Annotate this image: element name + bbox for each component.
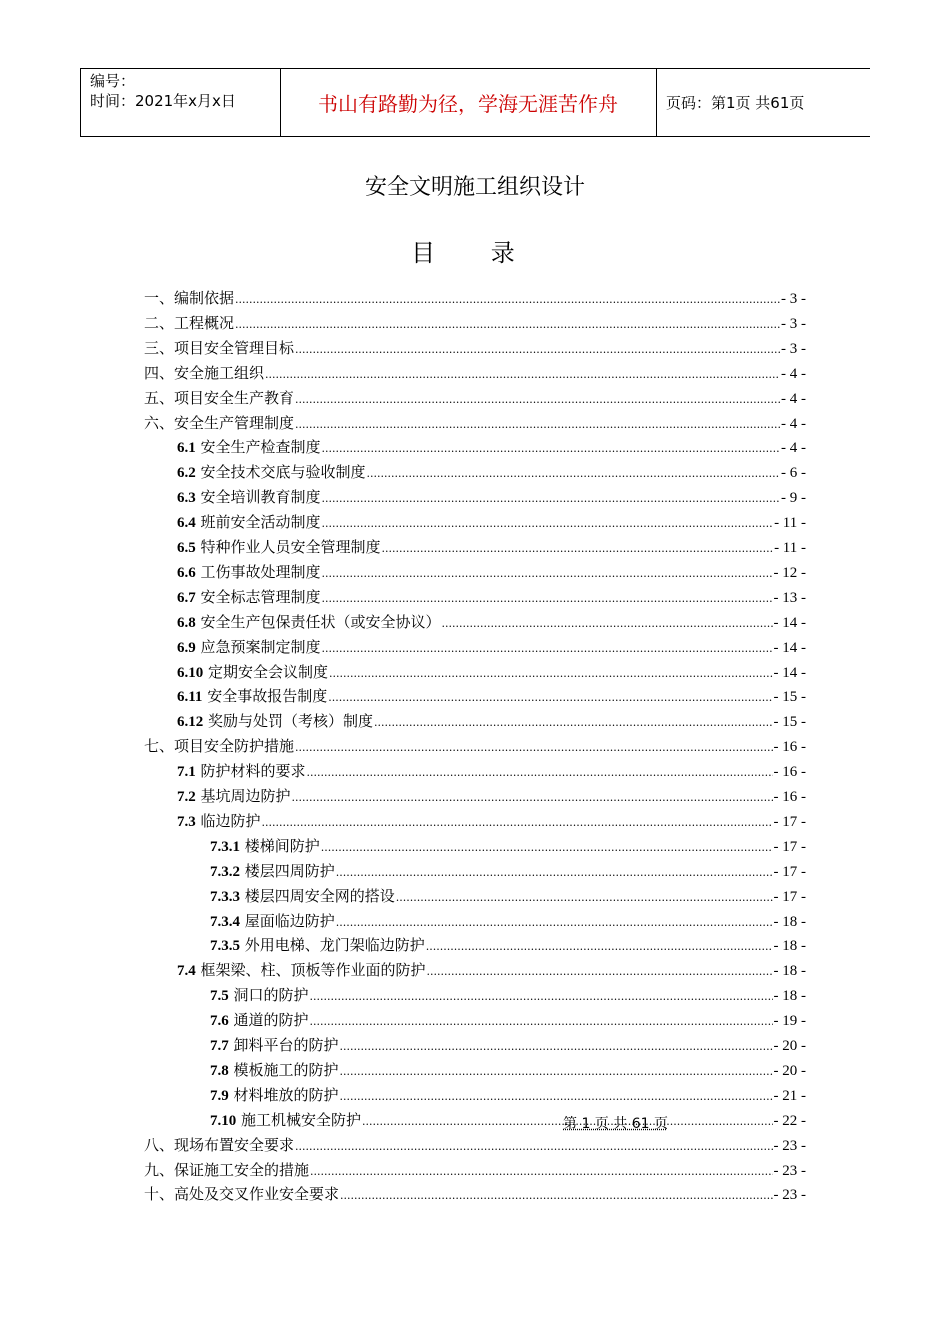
toc-entry-label bbox=[177, 785, 291, 806]
toc-entry-page: - 4 - bbox=[781, 390, 806, 407]
toc-entry[interactable] bbox=[177, 810, 806, 835]
toc-leader-dots bbox=[295, 741, 772, 754]
toc-leader-dots bbox=[426, 940, 773, 953]
toc-entry-text: 防护材料的要求 bbox=[195, 762, 306, 781]
toc-entry-text: 通道的防护 bbox=[228, 1011, 309, 1030]
toc-leader-dots bbox=[295, 418, 780, 431]
toc-entry-number: 7.8 bbox=[210, 1062, 229, 1079]
toc-entry-page: - 18 - bbox=[773, 913, 806, 930]
toc-leader-dots bbox=[322, 642, 773, 655]
toc-entry[interactable] bbox=[177, 511, 806, 536]
toc-leader-dots bbox=[340, 1090, 773, 1103]
toc-entry-page: - 18 - bbox=[773, 988, 806, 1005]
toc-entry-number: 7.10 bbox=[210, 1112, 237, 1129]
toc-entry-number: 7.6 bbox=[210, 1013, 229, 1030]
toc-entry-text: 楼层四周安全网的搭设 bbox=[240, 886, 395, 905]
toc-leader-dots bbox=[340, 1040, 773, 1053]
toc-entry-page: - 18 - bbox=[773, 963, 806, 980]
toc-entry[interactable] bbox=[144, 1134, 806, 1159]
toc-entry-label bbox=[144, 337, 294, 358]
toc-leader-dots bbox=[310, 1165, 772, 1178]
toc-entry-number: 7.3.4 bbox=[210, 913, 240, 930]
toc-entry-label bbox=[144, 362, 264, 383]
toc-entry[interactable] bbox=[177, 959, 806, 984]
toc-entry-page: - 9 - bbox=[781, 490, 806, 507]
toc-entry-number: 7.3.2 bbox=[210, 863, 240, 880]
toc-entry-number: 7.3.5 bbox=[210, 938, 240, 955]
toc-entry[interactable] bbox=[210, 910, 806, 935]
toc-entry-label bbox=[177, 436, 321, 457]
toc-entry-text: 奖励与处罚（考核）制度 bbox=[203, 712, 374, 731]
toc-leader-dots bbox=[235, 293, 780, 306]
toc-entry-text: 安全生产包保责任状（或安全协议） bbox=[195, 612, 441, 631]
toc-entry-label bbox=[177, 486, 321, 507]
toc-entry-label bbox=[210, 1109, 361, 1130]
toc-entry-page: - 20 - bbox=[773, 1062, 806, 1079]
toc-entry-label bbox=[210, 1034, 339, 1055]
toc-entry-number: 6.10 bbox=[177, 664, 204, 681]
toc-entry[interactable] bbox=[177, 486, 806, 511]
toc-entry-number: 6.1 bbox=[177, 440, 196, 457]
toc-entry-page: - 15 - bbox=[773, 689, 806, 706]
toc-entry-label bbox=[177, 685, 327, 706]
toc-entry-text: 班前安全活动制度 bbox=[195, 513, 321, 532]
toc-entry-page: - 16 - bbox=[773, 739, 806, 756]
toc-entry[interactable] bbox=[144, 1183, 806, 1208]
toc-entry-text: 基坑周边防护 bbox=[195, 787, 291, 805]
toc-entry-text: 二、工程概况 bbox=[144, 313, 235, 332]
toc-entry[interactable] bbox=[177, 536, 806, 561]
toc-entry-text: 楼梯间防护 bbox=[240, 836, 320, 855]
toc-entry-label bbox=[144, 735, 294, 756]
toc-entry-number: 7.2 bbox=[177, 789, 196, 805]
toc-entry[interactable] bbox=[144, 1159, 806, 1184]
toc-entry-page: - 16 - bbox=[773, 789, 806, 805]
toc-entry-number: 6.12 bbox=[177, 714, 204, 731]
toc-entry-page: - 23 - bbox=[773, 1187, 806, 1204]
toc-entry[interactable] bbox=[210, 984, 806, 1009]
toc-entry-label bbox=[177, 636, 321, 657]
toc-entry-label bbox=[210, 1059, 339, 1080]
toc-entry-label bbox=[210, 934, 425, 955]
toc-leader-dots bbox=[382, 542, 774, 555]
toc-entry-page: - 18 - bbox=[773, 938, 806, 955]
toc-entry[interactable] bbox=[144, 387, 806, 412]
toc-entry-text: 安全事故报告制度 bbox=[202, 687, 328, 706]
toc-entry-label bbox=[177, 810, 261, 831]
toc-leader-dots bbox=[235, 318, 780, 331]
toc-leader-dots bbox=[295, 393, 780, 406]
toc-entry-text: 洞口的防护 bbox=[228, 986, 309, 1005]
toc-leader-dots bbox=[367, 467, 780, 480]
toc-entry-label bbox=[144, 1183, 339, 1204]
toc-entry-label bbox=[177, 959, 426, 980]
toc-leader-dots bbox=[265, 368, 780, 381]
toc-entry-text: 十、高处及交叉作业安全要求 bbox=[144, 1185, 340, 1204]
toc-entry[interactable] bbox=[210, 860, 806, 885]
toc-entry[interactable] bbox=[144, 362, 806, 387]
toc-leader-dots bbox=[396, 891, 773, 904]
toc-entry-label bbox=[210, 984, 309, 1005]
toc-entry-number: 7.3 bbox=[177, 813, 196, 830]
toc-entry[interactable] bbox=[210, 1059, 806, 1084]
toc-leader-dots bbox=[336, 916, 773, 929]
toc-entry-page: - 15 - bbox=[773, 714, 806, 731]
toc-entry-page: - 23 - bbox=[773, 1137, 806, 1154]
toc-entry-page: - 4 - bbox=[781, 365, 806, 382]
toc-entry[interactable] bbox=[144, 287, 806, 312]
toc-entry-number: 6.11 bbox=[177, 689, 203, 706]
toc-entry-text: 六、安全生产管理制度 bbox=[144, 413, 295, 432]
toc-entry-text: 外用电梯、龙门架临边防护 bbox=[240, 936, 425, 955]
page-footer: 第 1 页 共 61 页 bbox=[563, 1116, 668, 1132]
toc-leader-dots bbox=[307, 766, 773, 779]
toc-entry-number: 7.3.3 bbox=[210, 888, 240, 905]
toc-entry-page: - 3 - bbox=[781, 315, 806, 332]
toc-entry[interactable] bbox=[177, 561, 806, 586]
toc-entry-text: 三、项目安全管理目标 bbox=[144, 338, 295, 357]
toc-entry-number: 6.5 bbox=[177, 540, 196, 556]
toc-entry-text: 卸料平台的防护 bbox=[228, 1036, 339, 1054]
toc-leader-dots bbox=[328, 691, 772, 704]
toc-entry-label bbox=[177, 710, 373, 731]
toc-entry[interactable] bbox=[210, 1109, 806, 1134]
toc-entry-label bbox=[177, 611, 441, 632]
toc-entry-label bbox=[144, 412, 294, 433]
toc-entry-text: 模板施工的防护 bbox=[228, 1060, 339, 1079]
toc-entry-page: - 4 - bbox=[781, 440, 806, 457]
toc-entry-label bbox=[210, 1084, 339, 1105]
toc-entry-text: 安全培训教育制度 bbox=[195, 488, 321, 507]
toc-entry-label bbox=[210, 860, 335, 881]
toc-entry-text: 定期安全会议制度 bbox=[203, 662, 329, 681]
toc-entry-label bbox=[210, 835, 320, 856]
toc-entry-number: 6.2 bbox=[177, 465, 196, 482]
toc-entry-text: 九、保证施工安全的措施 bbox=[144, 1160, 310, 1179]
toc-leader-dots bbox=[322, 592, 773, 605]
toc-entry[interactable] bbox=[177, 436, 806, 461]
toc-entry-text: 安全生产检查制度 bbox=[195, 438, 321, 457]
toc-entry-page: - 20 - bbox=[773, 1038, 806, 1054]
toc-entry-label bbox=[177, 461, 366, 482]
toc-entry-label bbox=[177, 536, 381, 557]
toc-entry[interactable] bbox=[144, 412, 806, 437]
toc-entry-text: 工伤事故处理制度 bbox=[195, 562, 321, 581]
toc-entry[interactable] bbox=[177, 461, 806, 486]
toc-entry-text: 安全技术交底与验收制度 bbox=[195, 463, 366, 482]
toc-entry-page: - 23 - bbox=[773, 1162, 806, 1179]
toc-entry-label bbox=[210, 885, 395, 906]
toc-entry-page: - 17 - bbox=[773, 838, 806, 855]
toc-entry-label bbox=[144, 1134, 294, 1155]
toc-entry[interactable] bbox=[177, 586, 806, 611]
toc-leader-dots bbox=[322, 567, 773, 580]
toc-entry-page: - 4 - bbox=[781, 415, 806, 432]
toc-entry-text: 四、安全施工组织 bbox=[144, 363, 265, 382]
toc-entry-text: 特种作业人员安全管理制度 bbox=[195, 538, 381, 556]
toc-entry[interactable] bbox=[144, 337, 806, 362]
toc-entry-number: 7.5 bbox=[210, 988, 229, 1005]
toc-entry[interactable] bbox=[210, 835, 806, 860]
toc-heading: 目 录 bbox=[411, 239, 539, 267]
toc-leader-dots bbox=[340, 1065, 773, 1078]
toc-leader-dots bbox=[262, 816, 773, 829]
toc-entry-text: 安全标志管理制度 bbox=[195, 587, 321, 606]
toc-entry-label bbox=[177, 561, 321, 582]
toc-entry[interactable] bbox=[177, 710, 806, 735]
toc-entry[interactable] bbox=[177, 611, 806, 636]
toc-entry-text: 楼层四周防护 bbox=[240, 861, 335, 880]
toc-entry-page: - 14 - bbox=[773, 639, 806, 656]
toc-entry-page: - 13 - bbox=[773, 589, 806, 606]
toc-leader-dots bbox=[295, 343, 780, 356]
header-border-left bbox=[80, 69, 81, 136]
toc-entry[interactable] bbox=[210, 1034, 806, 1059]
toc-entry-page: - 21 - bbox=[773, 1087, 806, 1104]
toc-entry-text: 七、项目安全防护措施 bbox=[144, 737, 295, 756]
toc-entry-page: - 16 - bbox=[773, 764, 806, 781]
toc-entry-label bbox=[144, 387, 294, 408]
toc-entry-label bbox=[177, 511, 321, 532]
toc-entry-page: - 14 - bbox=[773, 614, 806, 631]
toc-entry-page: - 17 - bbox=[773, 863, 806, 880]
toc-entry[interactable] bbox=[210, 885, 806, 910]
toc-entry-number: 7.7 bbox=[210, 1038, 229, 1054]
toc-entry-page: - 3 - bbox=[781, 291, 806, 307]
date-label: 时间：2021年x月x日 bbox=[90, 92, 236, 110]
toc-leader-dots bbox=[292, 791, 773, 804]
toc-entry-page: - 14 - bbox=[773, 664, 806, 681]
toc-entry[interactable] bbox=[210, 1084, 806, 1109]
toc-entry-text: 屋面临边防护 bbox=[240, 911, 335, 930]
toc-entry-page: - 11 - bbox=[774, 515, 806, 532]
toc-entry-label bbox=[177, 586, 321, 607]
toc-entry[interactable] bbox=[210, 934, 806, 959]
toc-entry-number: 7.4 bbox=[177, 963, 196, 980]
toc-leader-dots bbox=[336, 866, 773, 879]
toc-leader-dots bbox=[310, 990, 773, 1003]
toc-entry-number: 7.3.1 bbox=[210, 838, 240, 855]
toc-entry[interactable] bbox=[144, 735, 806, 760]
toc-entry-text: 临边防护 bbox=[195, 811, 261, 830]
toc-leader-dots bbox=[322, 517, 774, 530]
toc-entry-number: 6.8 bbox=[177, 614, 196, 631]
toc-entry-text: 材料堆放的防护 bbox=[228, 1085, 339, 1104]
toc-leader-dots bbox=[321, 841, 773, 854]
toc-entry-text: 施工机械安全防护 bbox=[236, 1110, 362, 1129]
toc-leader-dots bbox=[374, 716, 772, 729]
toc-leader-dots bbox=[322, 442, 780, 455]
toc-entry-page: - 12 - bbox=[773, 564, 806, 581]
toc-entry[interactable] bbox=[177, 685, 806, 710]
toc-leader-dots bbox=[310, 1015, 773, 1028]
toc-entry[interactable] bbox=[177, 636, 806, 661]
toc-entry-text: 应急预案制定制度 bbox=[195, 637, 321, 656]
toc-entry-text: 八、现场布置安全要求 bbox=[144, 1135, 295, 1154]
header-page-info: 页码：第1页 共61页 bbox=[666, 94, 805, 112]
toc-entry-number: 6.6 bbox=[177, 564, 196, 581]
toc-entry-label bbox=[177, 661, 328, 682]
toc-entry-page: - 17 - bbox=[773, 888, 806, 905]
toc-entry-number: 7.9 bbox=[210, 1087, 229, 1104]
toc-leader-dots bbox=[295, 1140, 772, 1153]
header-motto: 书山有路勤为径，学海无涯苦作舟 bbox=[318, 92, 618, 116]
toc-entry-label bbox=[210, 910, 335, 931]
toc-entry-page: - 3 - bbox=[781, 340, 806, 357]
number-label: 编号： bbox=[90, 72, 136, 90]
toc-entry-number: 6.3 bbox=[177, 490, 196, 507]
toc-entry-page: - 17 - bbox=[773, 813, 806, 830]
toc-entry[interactable] bbox=[177, 785, 806, 810]
toc-entry-label bbox=[144, 1159, 309, 1180]
toc-leader-dots bbox=[340, 1189, 772, 1202]
toc-entry-number: 6.7 bbox=[177, 589, 196, 606]
header-table bbox=[80, 68, 870, 137]
toc-entry-page: - 11 - bbox=[774, 540, 806, 556]
toc-entry-text: 一、编制依据 bbox=[144, 289, 235, 307]
toc-entry-page: - 22 - bbox=[773, 1112, 806, 1129]
toc-entry[interactable] bbox=[177, 661, 806, 686]
toc-entry-text: 五、项目安全生产教育 bbox=[144, 388, 295, 407]
toc-leader-dots bbox=[329, 667, 772, 680]
header-meta bbox=[90, 71, 236, 111]
toc-entry-label bbox=[144, 312, 234, 333]
toc-entry-label bbox=[177, 760, 306, 781]
toc-entry-number: 7.1 bbox=[177, 764, 196, 781]
toc-entry[interactable] bbox=[177, 760, 806, 785]
toc-entry[interactable] bbox=[210, 1009, 806, 1034]
toc-leader-dots bbox=[322, 492, 780, 505]
toc-entry-number: 6.4 bbox=[177, 515, 196, 532]
toc-entry-label bbox=[144, 287, 234, 308]
header-divider-2 bbox=[656, 69, 657, 136]
toc-entry-number: 6.9 bbox=[177, 639, 196, 656]
document-title: 安全文明施工组织设计 bbox=[364, 175, 585, 200]
toc-entry[interactable] bbox=[144, 312, 806, 337]
toc-leader-dots bbox=[442, 617, 773, 630]
toc-entry-label bbox=[210, 1009, 309, 1030]
toc-entry-page: - 6 - bbox=[781, 465, 806, 482]
toc-leader-dots bbox=[427, 965, 773, 978]
toc-entry-page: - 19 - bbox=[773, 1013, 806, 1030]
toc-entry-text: 框架梁、柱、顶板等作业面的防护 bbox=[195, 961, 426, 980]
